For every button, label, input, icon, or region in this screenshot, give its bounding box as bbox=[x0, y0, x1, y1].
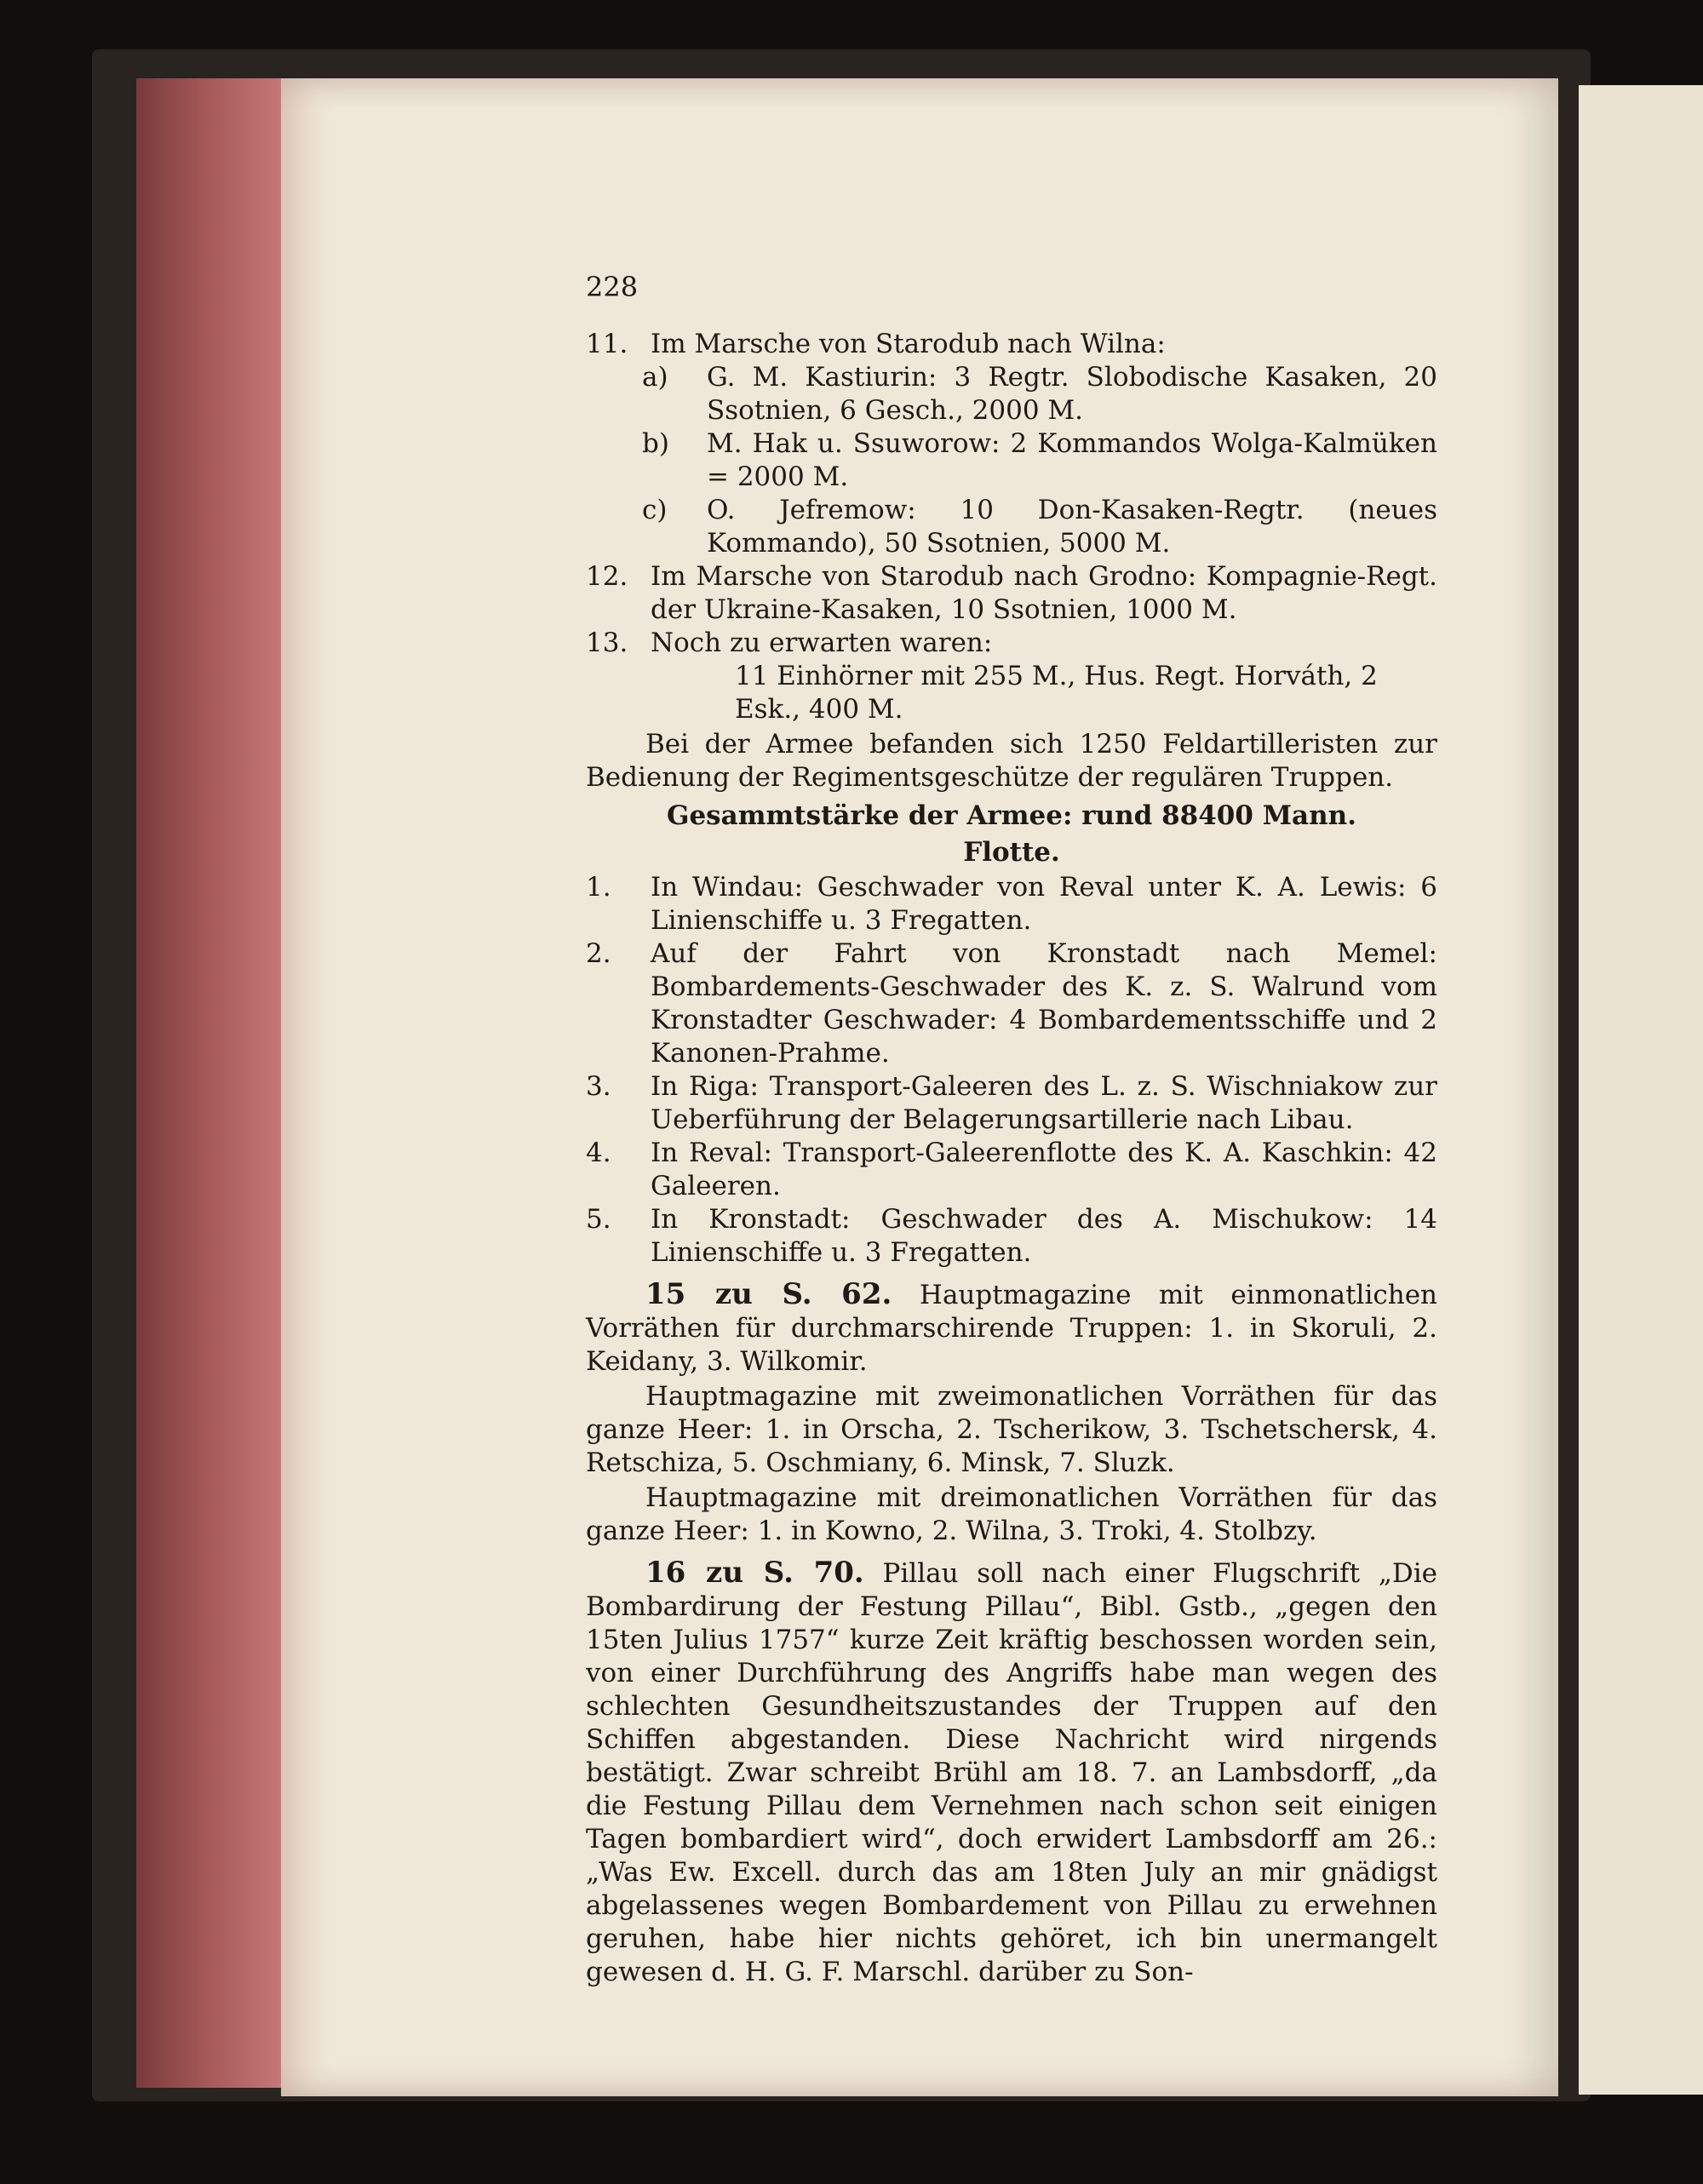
note-15-para-2: Hauptmagazine mit zweimonatlichen Vorräthen für das ganze Heer: 1. in Orscha, 2. Tscherikow, 3. Tschetschersk, 4. Retschiza, 5. Oschmiany, 6. Minsk, 7. Sluzk. bbox=[586, 1381, 1437, 1478]
entry-text: In Kronstadt: Geschwader des A. Mischukow: 14 Linienschiffe u. 3 Fregatten. bbox=[651, 1204, 1437, 1268]
entry-number: 1. bbox=[586, 872, 611, 903]
artillery-note: Bei der Armee befanden sich 1250 Feldartilleristen zur Bedienung der Regimentsgeschütze der regulären Truppen. bbox=[586, 729, 1437, 793]
fleet-entry-3 bbox=[586, 1070, 1437, 1137]
note-16 bbox=[586, 1556, 1437, 1989]
note-text: Pillau soll nach einer Flugschrift „Die Bombardirung der Festung Pillau“, Bibl. Gstb., „gegen den 15ten Julius 1757“ kurze Zeit kräftig beschossen worden sein, von einer Durchführung des Angriffs habe man wegen des schlechten Gesundheitszustandes der Truppen auf den Schiffen abgestanden. Diese Nachricht wird nirgends bestätigt. Zwar schreibt Brühl am 18. 7. an Lambsdorff, „da die Festung Pillau dem Vernehmen nach schon seit einigen Tagen bombardiert wird“, doch erwidert Lambsdorff am 26.: „Was Ew. Excell. durch das am 18ten July an mir gnädigst abgelassenes wegen Bombardement von Pillau zu erwehnen geruhen, habe hier nichts gehöret, ich bin unermangelt gewesen d. H. G. F. Marschl. darüber zu Son- bbox=[586, 1558, 1437, 1987]
fleet-entry-1 bbox=[586, 871, 1437, 937]
sub-text: O. Jefremow: 10 Don-Kasaken-Regtr. (neues Kommando), 50 Ssotnien, 5000 M. bbox=[707, 495, 1437, 559]
army-entry-11a bbox=[586, 361, 1437, 427]
entry-text: Noch zu erwarten waren: bbox=[651, 628, 993, 658]
entry-number: 5. bbox=[586, 1204, 611, 1235]
fleet-entry-2 bbox=[586, 937, 1437, 1070]
entry-text: Im Marsche von Starodub nach Wilna: bbox=[651, 329, 1166, 359]
entry-number: 11. bbox=[586, 329, 628, 359]
fleet-heading: Flotte. bbox=[963, 837, 1060, 868]
entry-number: 2. bbox=[586, 938, 611, 969]
note-15 bbox=[586, 1278, 1437, 1379]
note-text: Hauptmagazine mit einmonatlichen Vorräthen für durchmarschirende Truppen: 1. in Skoruli, 2. Keidany, 3. Wilkomir. bbox=[586, 1280, 1438, 1377]
entry-number: 12. bbox=[586, 561, 628, 592]
entry-text: Im Marsche von Starodub nach Grodno: Kompagnie-Regt. der Ukraine-Kasaken, 10 Ssotnien, 1000 M. bbox=[651, 561, 1437, 625]
sub-label: a) bbox=[642, 362, 668, 393]
entry-text: In Windau: Geschwader von Reval unter K. A. Lewis: 6 Linienschiffe u. 3 Fregatten. bbox=[651, 872, 1437, 936]
sub-label: c) bbox=[642, 495, 668, 525]
army-entry-11 bbox=[586, 328, 1437, 361]
fleet-entry-5 bbox=[586, 1203, 1437, 1270]
entry-text: In Riga: Transport-Galeeren des L. z. S. Wischniakow zur Ueberführung der Belagerungsartillerie nach Libau. bbox=[651, 1071, 1437, 1135]
entry-text: Auf der Fahrt von Kronstadt nach Memel: Bombardements-Geschwader des K. z. S. Walrund vom Kronstadter Geschwader: 4 Bombardementsschiffe und 2 Kanonen-Prahme. bbox=[651, 938, 1437, 1069]
entry-text: In Reval: Transport-Galeerenflotte des K. A. Kaschkin: 42 Galeeren. bbox=[651, 1138, 1437, 1201]
facing-page bbox=[1567, 85, 1703, 2095]
page-text bbox=[586, 271, 1437, 1989]
page-number: 228 bbox=[586, 271, 639, 303]
total-heading: Gesammtstärke der Armee: rund 88400 Mann. bbox=[666, 800, 1357, 831]
sub-text: G. M. Kastiurin: 3 Regtr. Slobodische Kasaken, 20 Ssotnien, 6 Gesch., 2000 M. bbox=[707, 362, 1437, 426]
entry-number: 13. bbox=[586, 628, 628, 658]
note-ref: 15 zu S. 62. bbox=[645, 1277, 892, 1311]
entry-number: 3. bbox=[586, 1071, 611, 1102]
sub-label: b) bbox=[642, 428, 669, 459]
sub-text: M. Hak u. Ssuworow: 2 Kommandos Wolga-Kalmüken = 2000 M. bbox=[707, 428, 1437, 492]
fleet-entry-4 bbox=[586, 1137, 1437, 1203]
army-entry-13 bbox=[586, 627, 1437, 660]
army-entry-11b bbox=[586, 427, 1437, 494]
note-15-para-3: Hauptmagazine mit dreimonatlichen Vorräthen für das ganze Heer: 1. in Kowno, 2. Wilna, 3. Troki, 4. Stolbzy. bbox=[586, 1482, 1437, 1546]
note-ref: 16 zu S. 70. bbox=[645, 1556, 864, 1590]
entry-number: 4. bbox=[586, 1138, 611, 1168]
army-entry-13-extra: 11 Einhörner mit 255 M., Hus. Regt. Horváth, 2 Esk., 400 M. bbox=[735, 661, 1378, 725]
army-entry-12 bbox=[586, 560, 1437, 627]
army-entry-11c bbox=[586, 494, 1437, 560]
